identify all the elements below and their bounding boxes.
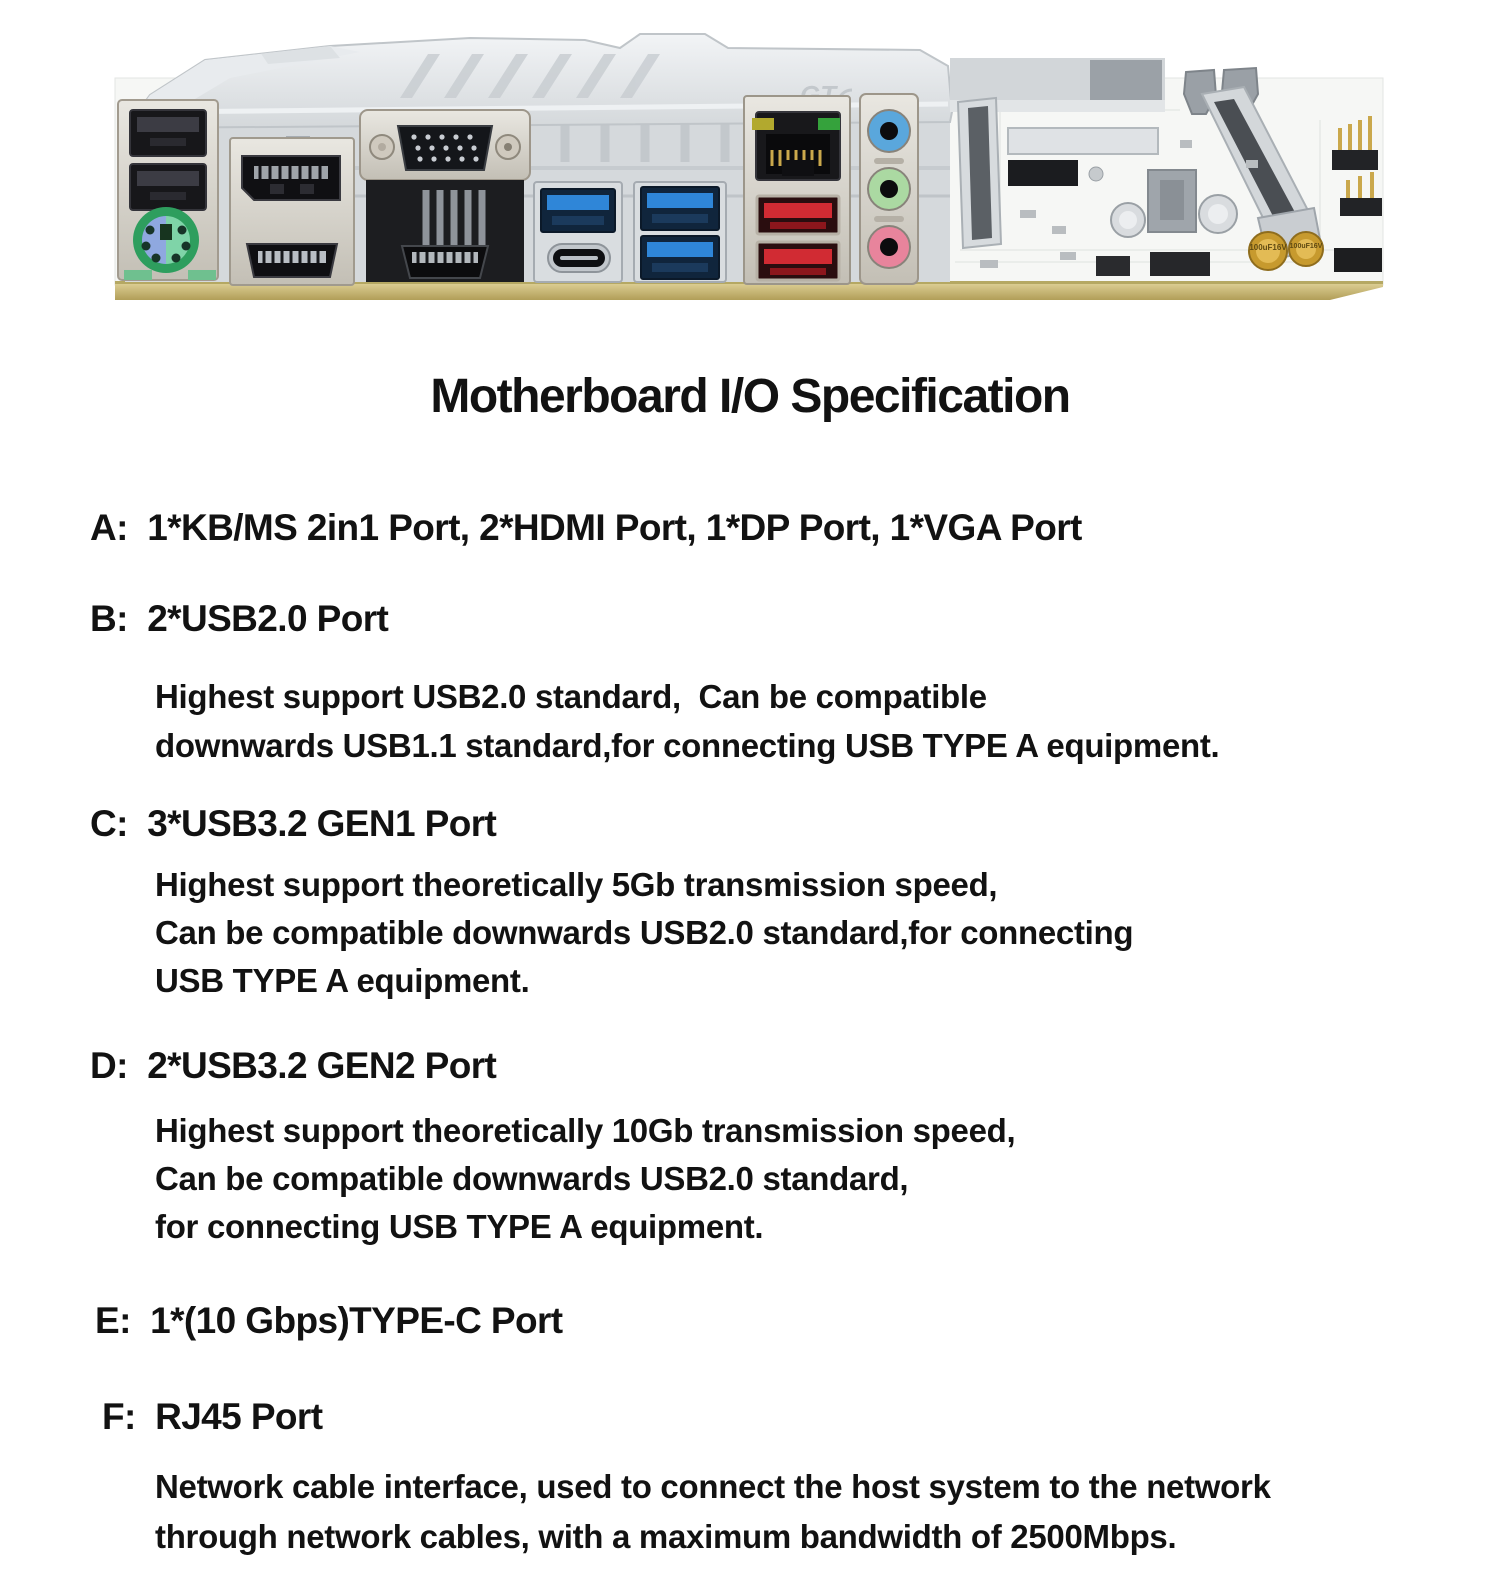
page-title: Motherboard I/O Specification [430, 370, 1070, 423]
motherboard-photo [0, 0, 1500, 330]
section-b-desc-line-2: downwards USB1.1 standard,for connecting USB TYPE A equipment. [155, 727, 1220, 764]
usb2-port-1 [130, 110, 206, 156]
type-c-port [548, 244, 610, 272]
section-c-desc-line-3: USB TYPE A equipment. [155, 962, 530, 999]
usb-gen2-port-2 [757, 242, 839, 280]
section-f-desc-line-1: Network cable interface, used to connect the host system to the network [155, 1468, 1271, 1505]
usb3-port-2 [641, 187, 719, 230]
section-b-desc-line-1: Highest support USB2.0 standard, Can be compatible [155, 678, 987, 715]
rj45-led-green [818, 118, 840, 130]
displayport [242, 156, 340, 200]
dp-hdmi-block [230, 138, 354, 285]
section-d-desc-line-3: for connecting USB TYPE A equipment. [155, 1208, 764, 1245]
rj45-usb-gen2-block [744, 96, 850, 284]
m2-heatsink [1008, 128, 1158, 154]
rj45-port [752, 112, 840, 180]
usb3-typec-block [534, 182, 622, 282]
usb-gen2-port-1 [757, 196, 839, 234]
usb3-dual-block [634, 182, 726, 282]
capacitor-label: 100uF16V [1249, 243, 1287, 252]
audio-line-out-jack [868, 168, 910, 210]
audio-mic-jack [868, 226, 910, 268]
ps2-port [133, 207, 199, 273]
section-d-desc-line-1: Highest support theoretically 10Gb transmission speed, [155, 1112, 1016, 1149]
capacitor-label-2: 100uF16V [1289, 243, 1323, 250]
vga-hdmi-block [360, 110, 530, 282]
hdmi-port-2 [402, 246, 488, 278]
section-c-heading: C: 3*USB3.2 GEN1 Port [90, 803, 497, 844]
audio-line-in-jack [868, 110, 910, 152]
usb2-port-2 [130, 164, 206, 210]
usb3-port-1 [541, 189, 615, 232]
section-f-desc-line-2: through network cables, with a maximum bandwidth of 2500Mbps. [155, 1518, 1177, 1555]
m2-connector [1008, 160, 1078, 186]
section-d-heading: D: 2*USB3.2 GEN2 Port [90, 1045, 497, 1086]
rj45-led-yellow [752, 118, 774, 130]
section-b-heading: B: 2*USB2.0 Port [90, 598, 389, 639]
section-c-desc-line-1: Highest support theoretically 5Gb transmission speed, [155, 866, 998, 903]
motherboard-photo-area [0, 0, 1500, 330]
section-d-desc-line-2: Can be compatible downwards USB2.0 standard, [155, 1160, 909, 1197]
section-c-desc-line-2: Can be compatible downwards USB2.0 standard,for connecting [155, 914, 1134, 951]
usb2-ps2-block [118, 100, 218, 280]
section-a-heading: A: 1*KB/MS 2in1 Port, 2*HDMI Port, 1*DP Port, 1*VGA Port [90, 507, 1082, 548]
section-f-heading: F: RJ45 Port [102, 1396, 323, 1437]
section-e-heading: E: 1*(10 Gbps)TYPE-C Port [95, 1300, 563, 1341]
vga-port [360, 110, 530, 180]
audio-jacks-block [860, 94, 918, 284]
usb3-port-3 [641, 236, 719, 279]
hdmi-port-1 [247, 244, 337, 277]
